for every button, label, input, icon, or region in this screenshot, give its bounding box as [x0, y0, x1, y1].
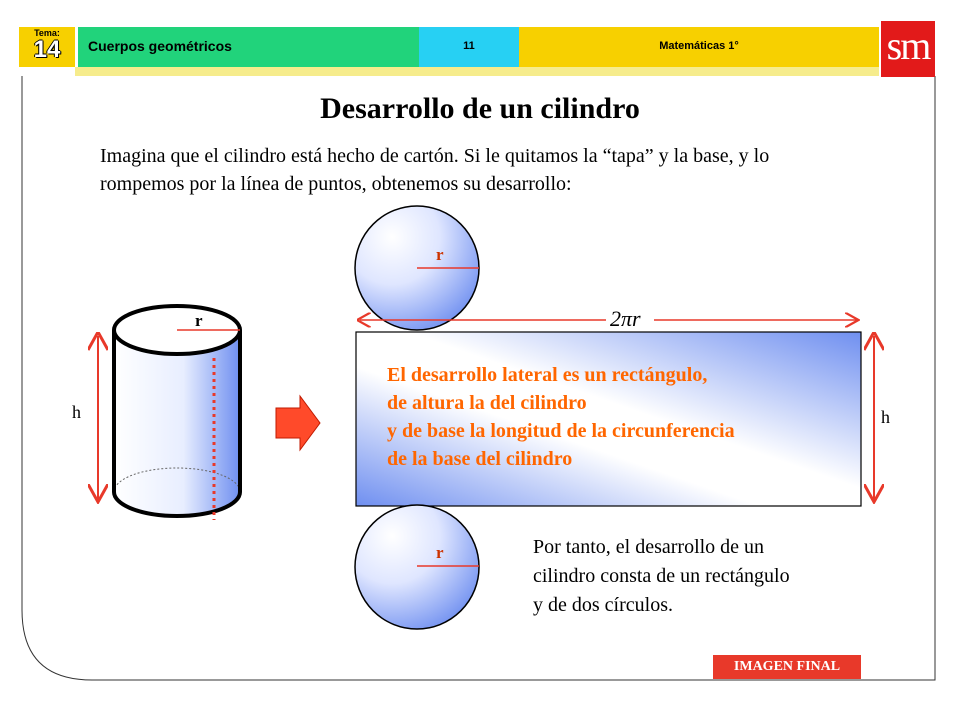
- tema-label: Tema:: [34, 28, 60, 38]
- conclusion-text: [533, 533, 863, 620]
- cylinder-height-label: h: [72, 402, 81, 422]
- cylinder-radius-label: r: [195, 311, 203, 330]
- cylinder-shape: [114, 306, 240, 520]
- rectangle-height-label: h: [881, 407, 890, 427]
- transform-arrow-icon: [276, 396, 320, 450]
- bottom-circle: [355, 505, 479, 629]
- lateral-description-line: de altura la del cilindro: [387, 392, 587, 414]
- conclusion-line: Por tanto, el desarrollo de un: [533, 536, 765, 558]
- lateral-description: [387, 361, 847, 473]
- conclusion-line: y de dos círculos.: [533, 594, 673, 616]
- conclusion-line: cilindro consta de un rectángulo: [533, 565, 790, 587]
- top-circle-radius-label: r: [436, 245, 444, 264]
- lateral-description-line: y de base la longitud de la circunferencia: [387, 420, 735, 442]
- lateral-description-line: El desarrollo lateral es un rectángulo,: [387, 364, 708, 386]
- intro-text: Imagina que el cilindro está hecho de cartón. Si le quitamos la “tapa” y la base, y lo rompemos por la línea de puntos, obtenemos su desarrollo:: [100, 145, 770, 195]
- subject-title: Matemáticas 1°: [519, 27, 879, 67]
- tema-number: 14: [33, 36, 61, 63]
- sm-logo: sm: [881, 21, 935, 77]
- circumference-label: 2πr: [610, 306, 641, 331]
- final-image-button[interactable]: IMAGEN FINAL: [713, 655, 861, 679]
- page-title: Desarrollo de un cilindro: [320, 92, 640, 125]
- bottom-circle-radius-label: r: [436, 543, 444, 562]
- lateral-description-line: de la base del cilindro: [387, 448, 573, 470]
- topic-title: Cuerpos geométricos: [78, 27, 419, 67]
- page-number: 11: [419, 27, 519, 67]
